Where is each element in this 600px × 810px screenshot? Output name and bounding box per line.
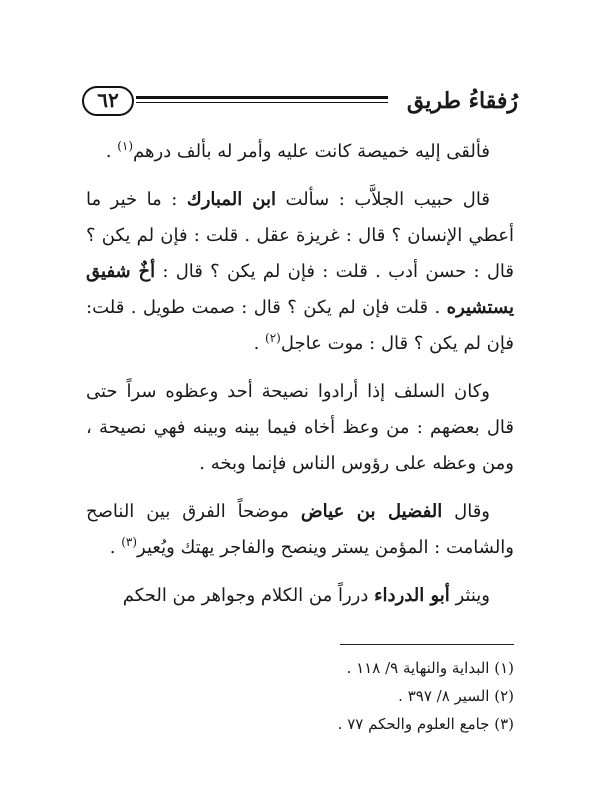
text-run: . — [109, 537, 122, 558]
footnote-marker: (٣) — [121, 535, 138, 549]
text-run: : ما خير ما أعطي الإنسان ؟ قال : غريزة عقل . قلت : فإن لم يكن ؟ قال : حسن أدب . قلت : فإن لم يكن ؟ قال : — [86, 189, 514, 282]
footnotes — [86, 654, 514, 738]
text-run: وقال — [442, 501, 490, 522]
page-header — [82, 84, 518, 120]
bold-name: أبو الدرداء — [374, 585, 450, 606]
paragraph — [86, 494, 514, 566]
bold-name: الفضيل بن عياض — [300, 501, 443, 522]
text-run: . — [105, 141, 118, 162]
text-run: . قلت فإن لم يكن ؟ قال : صمت طويل . قلت: فإن لم يكن ؟ قال : موت عاجل — [86, 297, 514, 354]
text-run: قال حبيب الجلاَّب : سألت — [275, 189, 490, 210]
body-text — [86, 134, 514, 626]
text-run: موضحاً الفرق بين الناصح والشامت : المؤمن يستر وينصح والفاجر يهتك ويُعير — [86, 501, 514, 558]
paragraph — [86, 374, 514, 482]
bold-name: أخٌ شفيق يستشيره — [86, 261, 514, 318]
page-number: ٦٢ — [82, 86, 134, 116]
text-run: . — [253, 333, 266, 354]
text-run: درراً من الكلام وجواهر من الحكم — [122, 585, 375, 606]
paragraph — [86, 182, 514, 362]
footnote-marker: (١) — [117, 139, 134, 153]
footnote-rule — [340, 644, 514, 645]
footnote: (١) البداية والنهاية ٩/ ١١٨ . — [346, 659, 514, 677]
footnote-marker: (٢) — [265, 331, 281, 345]
text-run: وينثر — [449, 585, 490, 606]
text-run: وكان السلف إذا أرادوا نصيحة أحد وعظوه سراً حتى قال بعضهم : من وعظ أخاه فيما بينه وبينه فهي نصيحة ، ومن وعظه على رؤوس الناس فإنما وبخه . — [86, 381, 514, 474]
running-title: رُفقاءُ طريق — [406, 88, 518, 114]
text-run: فألقى إليه خميصة كانت عليه وأمر له بألف درهم — [133, 141, 490, 162]
header-rule — [136, 96, 388, 103]
footnote: (٢) السير ٨/ ٣٩٧ . — [398, 687, 514, 705]
paragraph — [86, 578, 514, 614]
paragraph — [86, 134, 514, 170]
bold-name: ابن المبارك — [186, 189, 276, 210]
footnote: (٣) جامع العلوم والحكم ٧٧ . — [337, 715, 514, 733]
